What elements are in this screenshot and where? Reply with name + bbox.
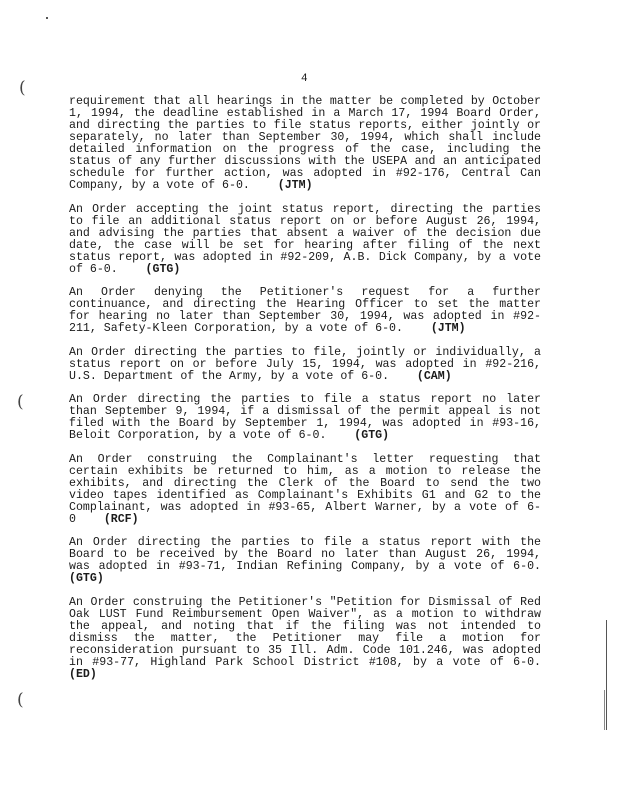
order-paragraph: [69, 597, 541, 681]
order-text: An Order directing the parties to file a status report no later than September 9, 1994, if a dismissal of the permit appeal is not filed with the Board by September 1, 1994, was adopted in #93-16, Beloit Corporation, by a vote of 6-0.: [69, 393, 541, 442]
binding-hole-mark: (: [19, 78, 26, 98]
scan-speck: [46, 17, 48, 19]
order-paragraph: [69, 287, 541, 335]
order-text: An Order denying the Petitioner's request for a further continuance, and directing the Hearing Officer to set the matter for hearing no later than September 30, 1994, was adopted in #92-211, Safety-Kleen Corporation, by a vote of 6-0.: [69, 286, 541, 335]
order-paragraph: [69, 394, 541, 442]
order-text: An Order directing the parties to file, jointly or individually, a status report on or before July 15, 1994, was adopted in #92-216, U.S. Department of the Army, by a vote of 6-0.: [69, 345, 541, 383]
member-initials: (CAM): [416, 369, 452, 383]
member-initials: (GTG): [69, 572, 104, 585]
order-paragraph: [69, 537, 541, 585]
order-text: An Order accepting the joint status report, directing the parties to file an additional status report on or before August 26, 1994, and advising the parties that absent a waiver of the decision due date, the case will be set for hearing after filing of the next status report, was adopted in #92-209, A.B. Dick Company, by a vote of 6-0.: [69, 202, 541, 276]
page-number: 4: [301, 73, 308, 85]
order-text: requirement that all hearings in the matter be completed by October 1, 1994, the deadline established in a March 17, 1994 Board Order, and directing the parties to file status reports, either jointly or separately, no later than September 30, 1994, which shall include detailed information on the progress of the case, including the status of any further discussions with the USEPA and an anticipated schedule for further action, was adopted in #92-176, Central Can Company, by a vote of 6-0.: [69, 95, 541, 192]
scan-edge-line: [606, 620, 607, 730]
order-paragraph: [69, 204, 541, 276]
order-text: An Order construing the Complainant's letter requesting that certain exhibits be returned to him, as a motion to release the exhibits, and directing the Clerk of the Board to send the two video tapes identified as Complainant's Exhibits G1 and G2 to the Complainant, was adopted in #93-65, Albert Warner, by a vote of 6-0: [69, 452, 541, 526]
order-text: An Order construing the Petitioner's "Petition for Dismissal of Red Oak LUST Fund Reimbursement Open Waiver", as a motion to withdraw the appeal, and noting that if the filing was not intended to dismiss the matter, the Petitioner may file a motion for reconsideration pursuant to 35 Ill. Adm. Code 101.246, was adopted in #93-77, Highland Park School District #108, by a vote of 6-0.: [69, 595, 541, 669]
order-text: An Order directing the parties to file a status report with the Board to be received by the Board no later than August 26, 1994, was adopted in #93-71, Indian Refining Company, by a vote of 6-0.: [69, 536, 541, 573]
order-paragraph: [69, 96, 541, 192]
member-initials: (JTM): [430, 322, 466, 335]
member-initials: (GTG): [354, 429, 390, 442]
member-initials: (JTM): [277, 179, 313, 192]
document-body: [69, 96, 541, 692]
scan-edge-line: [604, 690, 605, 730]
member-initials: (ED): [69, 667, 97, 681]
member-initials: (GTG): [145, 262, 181, 276]
member-initials: (RCF): [103, 512, 139, 526]
order-paragraph: [69, 347, 541, 383]
binding-hole-mark: (: [17, 392, 24, 412]
binding-hole-mark: (: [17, 690, 24, 710]
order-paragraph: [69, 454, 541, 526]
